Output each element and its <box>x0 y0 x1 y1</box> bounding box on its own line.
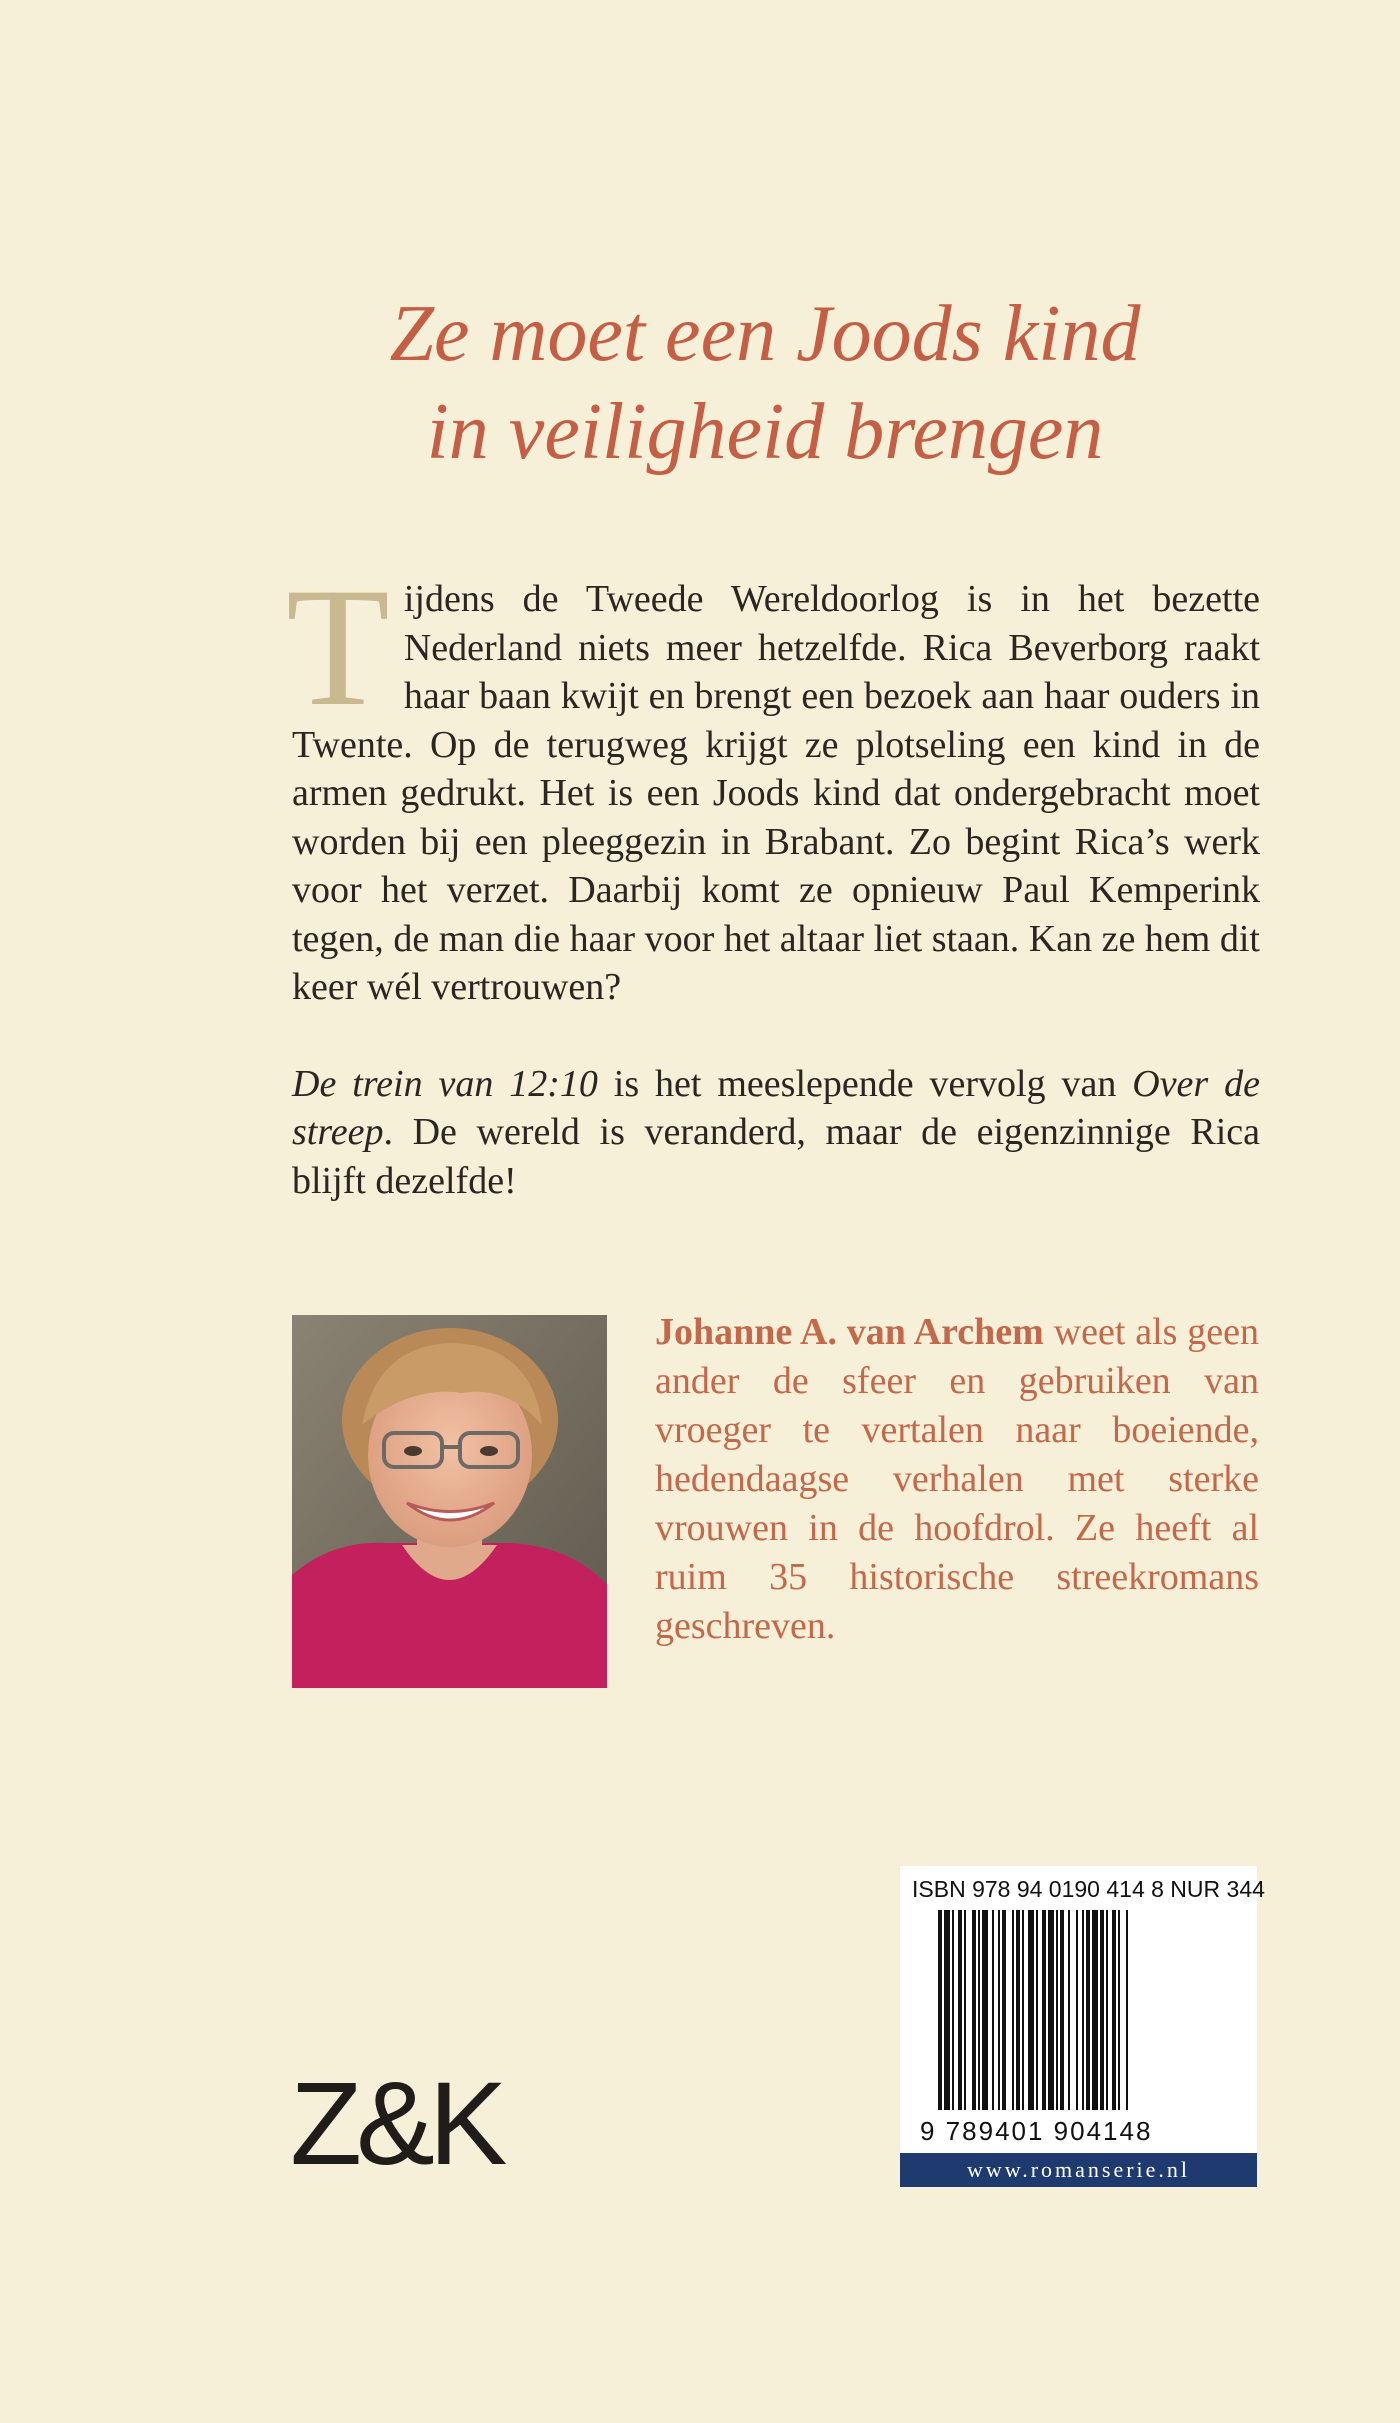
barcode-bar <box>958 1910 962 2110</box>
barcode-bar <box>1100 1910 1104 2110</box>
barcode-bar <box>1028 1910 1034 2110</box>
publisher-url: www.romanserie.nl <box>900 2153 1257 2187</box>
barcode-bar <box>1076 1910 1078 2110</box>
barcode-icon <box>900 1866 1257 2153</box>
barcode-bar <box>1092 1910 1098 2110</box>
barcode-bar <box>998 1910 1000 2110</box>
author-portrait-image <box>292 1315 607 1688</box>
barcode-bar <box>1082 1910 1084 2110</box>
barcode-bar <box>938 1910 942 2110</box>
barcode-bar <box>1036 1910 1038 2110</box>
barcode-bar <box>1126 1910 1128 2110</box>
blurb <box>286 553 1260 1205</box>
barcode-bar <box>992 1910 994 2110</box>
barcode-bar <box>1068 1910 1070 2110</box>
headline-line-1: Ze moet een Joods kind <box>389 290 1141 378</box>
barcode-bar <box>1112 1910 1116 2110</box>
book-title: De trein van 12:10 <box>292 1062 598 1105</box>
barcode-bar <box>978 1910 980 2110</box>
prequel-title: Over de streep <box>292 1062 1260 1153</box>
barcode-bar <box>1042 1910 1046 2110</box>
barcode-bar <box>952 1910 954 2110</box>
barcode-bar <box>944 1910 950 2110</box>
barcode-bar <box>1060 1910 1064 2110</box>
drop-cap: T <box>286 553 390 741</box>
barcode-bar <box>982 1910 988 2110</box>
author-bio <box>655 1308 1259 1651</box>
barcode-digits: 9 789401 904148 <box>920 2116 1153 2146</box>
barcode-bar <box>1002 1910 1006 2110</box>
blurb-paragraph-2 <box>292 1060 1260 1206</box>
barcode-bar <box>1016 1910 1020 2110</box>
blurb-paragraph-1 <box>286 553 1260 1012</box>
blurb-paragraph-2-mid: is het meeslepende vervolg van <box>597 1062 1133 1105</box>
author-bio-text: weet als geen ander de sfeer en gebruiken van vroeger te vertalen naar boeiende, hedendaagse verhalen met sterke vrouwen in de hoofdrol. Ze heeft al ruim 35 historische streekromans geschreven. <box>655 1311 1259 1647</box>
blurb-paragraph-2-end: . De wereld is veranderd, maar de eigenzinnige Rica blijft dezelfde! <box>292 1111 1260 1202</box>
isbn-label: ISBN 978 94 0190 414 8 NUR 344 <box>912 1876 1265 1902</box>
barcode-bar <box>1086 1910 1090 2110</box>
barcode-bar <box>1048 1910 1054 2110</box>
headline-line-2: in veiligheid brengen <box>426 388 1104 476</box>
barcode-bar <box>1106 1910 1108 2110</box>
barcode-bar <box>1056 1910 1058 2110</box>
author-photo <box>292 1315 607 1688</box>
publisher-logo: Z&K <box>290 2058 502 2190</box>
author-name: Johanne A. van Archem <box>655 1311 1044 1353</box>
blurb-paragraph-1-text: ijdens de Tweede Wereldoorlog is in het bezette Nederland niets meer hetzelfde. Rica Beverborg raakt haar baan kwijt en brengt een bezoek aan haar ouders in Twente. Op de terugweg krijgt ze plotseling een kind in de armen gedrukt. Het is een Joods kind dat ondergebracht moet worden bij een pleeggezin in Brabant. Zo begint Rica’s werk voor het verzet. Daarbij komt ze opnieuw Paul Kemperink tegen, de man die haar voor het altaar liet staan. Kan ze hem dit keer wél vertrouwen? <box>292 578 1260 1008</box>
barcode-bar <box>1012 1910 1014 2110</box>
barcode-bar <box>1022 1910 1024 2110</box>
barcode-bar <box>1118 1910 1120 2110</box>
barcode-bar <box>972 1910 976 2110</box>
barcode-box <box>900 1866 1265 2153</box>
barcode-bar <box>964 1910 966 2110</box>
headline <box>200 285 1330 481</box>
